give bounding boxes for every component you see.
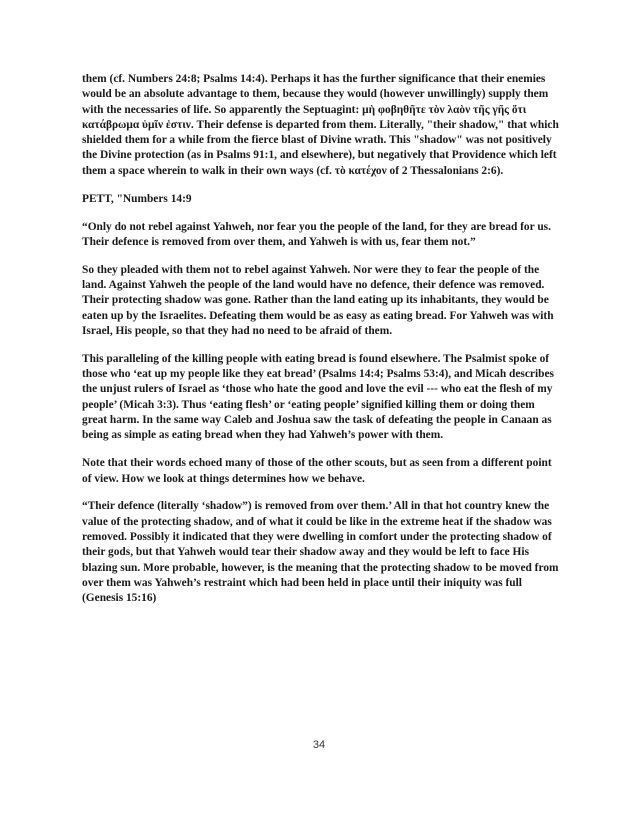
paragraph-defence-shadow: “Their defence (literally ‘shadow”) is removed from over them.’ All in that hot country knew the value of the protecting shadow, and of what it could be like in the extreme heat if the shadow was removed. Possibly it indicated that they were dwelling in comfort under the protecting shadow of their gods, but that Yahweh would tear their shadow away and they would be left to face His blazing sun. More probable, however, is the meaning that the protecting shadow to be moved from over them was Yahweh’s restraint which had been held in place until their iniquity was full (Genesis 15:16) [82,500,559,605]
paragraph-verse-quote: “Only do not rebel against Yahweh, nor fear you the people of the land, for they are bread for us. Their defence is removed from over them, and Yahweh is with us, fear them not.” [82,220,551,248]
paragraph-eating-bread: This paralleling of the killing people with eating bread is found elsewhere. The Psalmist spoke of those who ‘eat up my people like they eat bread’ (Psalms 14:4; Psalms 53:4), and Micah describes the unjust rulers of Israel as ‘those who hate the good and love the evil --- who eat the flesh of my people’ (Micah 3:3). Thus ‘eating flesh’ or ‘eating people’ signified killing them or doing them great harm. In the same way Caleb and Joshua saw the task of defeating the people in Canaan as being as simple as eating bread when they had Yahweh’s power with them. [82,352,554,442]
paragraph-ellicott-continuation: them (cf. Numbers 24:8; Psalms 14:4). Perhaps it has the further significance that their enemies would be an absolute advantage to them, because they would (however unwillingly) supply them with the necessaries of life. So apparently the Septuagint: μὴ φοβηθῆτε τὸν λαὸν τῆς γῆς ὅτι κατάβρωμα ὑμῖν ἐστιν. Their defense is departed from them. Literally, "their shadow," that which shielded them for a while from the fierce blast of Divine wrath. This "shadow" was not positively the Divine protection (as in Psalms 91:1, and elsewhere), but negatively that Providence which left them a space wherein to walk in their own ways (cf. τὸ κατέχον of 2 Thessalonians 2:6). [82,73,559,177]
paragraph-point-of-view: Note that their words echoed many of those of the other scouts, but as seen from a different point of view. How we look at things determines how we behave. [82,457,552,485]
page-body [82,72,560,619]
page-number: 34 [312,739,326,751]
paragraph-pett-heading: PETT, "Numbers 14:9 [82,192,192,205]
paragraph-plea: So they pleaded with them not to rebel against Yahweh. Nor were they to fear the people of the land. Against Yahweh the people of the land would have no defence, their defence was removed. Their protecting shadow was gone. Rather than the land eating up its inhabitants, they would be eaten up by the Israelites. Defeating them would be as easy as eating bread. For Yahweh was with Israel, His people, so that they had no need to be afraid of them. [82,263,554,337]
